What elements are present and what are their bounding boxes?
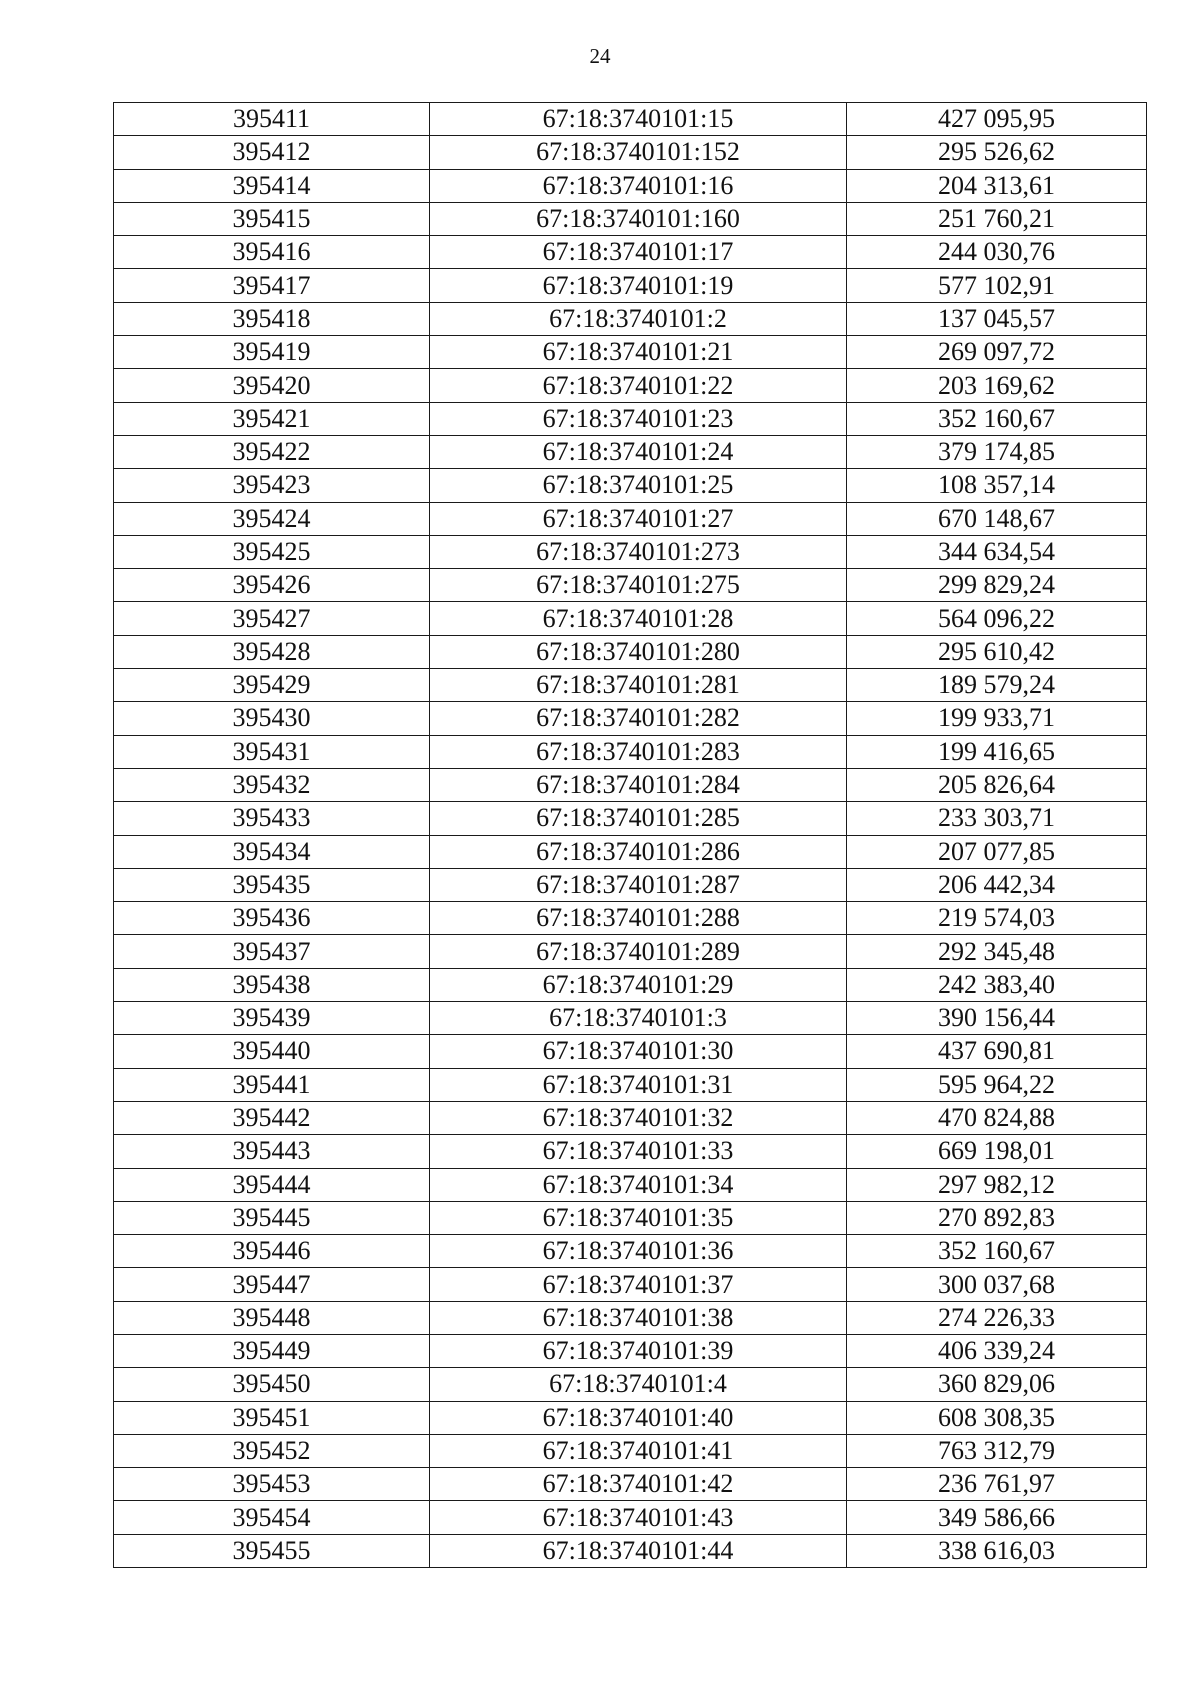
table-row [114, 1135, 1147, 1168]
table-row [114, 535, 1147, 568]
table-row [114, 1035, 1147, 1068]
cadastral-value-cell: 204 313,61 [847, 169, 1147, 202]
cadastral-number-cell: 67:18:3740101:286 [430, 835, 847, 868]
cadastral-number-cell: 67:18:3740101:30 [430, 1035, 847, 1068]
cadastral-number-cell: 67:18:3740101:275 [430, 569, 847, 602]
cadastral-value-cell: 344 634,54 [847, 535, 1147, 568]
cadastral-value-cell: 390 156,44 [847, 1002, 1147, 1035]
row-number-cell: 395442 [114, 1101, 430, 1134]
table-row [114, 336, 1147, 369]
table-row [114, 835, 1147, 868]
cadastral-value-cell: 199 933,71 [847, 702, 1147, 735]
table-row [114, 1301, 1147, 1334]
cadastral-value-cell: 236 761,97 [847, 1468, 1147, 1501]
cadastral-number-cell: 67:18:3740101:285 [430, 802, 847, 835]
cadastral-value-cell: 269 097,72 [847, 336, 1147, 369]
row-number-cell: 395414 [114, 169, 430, 202]
cadastral-value-cell: 338 616,03 [847, 1534, 1147, 1567]
cadastral-value-cell: 670 148,67 [847, 502, 1147, 535]
cadastral-number-cell: 67:18:3740101:29 [430, 968, 847, 1001]
cadastral-value-cell: 244 030,76 [847, 236, 1147, 269]
cadastral-value-cell: 242 383,40 [847, 968, 1147, 1001]
cadastral-value-cell: 352 160,67 [847, 402, 1147, 435]
table-row [114, 802, 1147, 835]
table-row [114, 1368, 1147, 1401]
table-row [114, 1235, 1147, 1268]
row-number-cell: 395453 [114, 1468, 430, 1501]
cadastral-number-cell: 67:18:3740101:23 [430, 402, 847, 435]
row-number-cell: 395449 [114, 1334, 430, 1367]
row-number-cell: 395416 [114, 236, 430, 269]
row-number-cell: 395452 [114, 1434, 430, 1467]
row-number-cell: 395433 [114, 802, 430, 835]
row-number-cell: 395426 [114, 569, 430, 602]
cadastral-number-cell: 67:18:3740101:3 [430, 1002, 847, 1035]
cadastral-value-cell: 763 312,79 [847, 1434, 1147, 1467]
row-number-cell: 395441 [114, 1068, 430, 1101]
cadastral-value-cell: 297 982,12 [847, 1168, 1147, 1201]
table-row [114, 635, 1147, 668]
cadastral-number-cell: 67:18:3740101:36 [430, 1235, 847, 1268]
row-number-cell: 395427 [114, 602, 430, 635]
row-number-cell: 395434 [114, 835, 430, 868]
row-number-cell: 395420 [114, 369, 430, 402]
table-row [114, 369, 1147, 402]
cadastral-value-cell: 300 037,68 [847, 1268, 1147, 1301]
table-row [114, 1334, 1147, 1367]
cadastral-number-cell: 67:18:3740101:39 [430, 1334, 847, 1367]
row-number-cell: 395432 [114, 768, 430, 801]
row-number-cell: 395435 [114, 868, 430, 901]
cadastral-value-cell: 251 760,21 [847, 202, 1147, 235]
cadastral-number-cell: 67:18:3740101:43 [430, 1501, 847, 1534]
cadastral-number-cell: 67:18:3740101:34 [430, 1168, 847, 1201]
table-body [114, 103, 1147, 1568]
cadastral-value-cell: 299 829,24 [847, 569, 1147, 602]
row-number-cell: 395455 [114, 1534, 430, 1567]
row-number-cell: 395437 [114, 935, 430, 968]
row-number-cell: 395412 [114, 136, 430, 169]
table-row [114, 236, 1147, 269]
row-number-cell: 395436 [114, 902, 430, 935]
cadastral-value-cell: 206 442,34 [847, 868, 1147, 901]
table-row [114, 1101, 1147, 1134]
cadastral-value-cell: 669 198,01 [847, 1135, 1147, 1168]
cadastral-value-cell: 295 526,62 [847, 136, 1147, 169]
page-number: 24 [589, 44, 611, 68]
cadastral-number-cell: 67:18:3740101:22 [430, 369, 847, 402]
cadastral-value-cell: 137 045,57 [847, 302, 1147, 335]
cadastral-number-cell: 67:18:3740101:32 [430, 1101, 847, 1134]
cadastral-number-cell: 67:18:3740101:40 [430, 1401, 847, 1434]
cadastral-value-cell: 207 077,85 [847, 835, 1147, 868]
row-number-cell: 395439 [114, 1002, 430, 1035]
cadastral-number-cell: 67:18:3740101:287 [430, 868, 847, 901]
row-number-cell: 395423 [114, 469, 430, 502]
table-row [114, 202, 1147, 235]
cadastral-number-cell: 67:18:3740101:41 [430, 1434, 847, 1467]
cadastral-number-cell: 67:18:3740101:15 [430, 103, 847, 136]
cadastral-value-cell: 427 095,95 [847, 103, 1147, 136]
table-row [114, 669, 1147, 702]
cadastral-value-cell: 379 174,85 [847, 435, 1147, 468]
cadastral-number-cell: 67:18:3740101:27 [430, 502, 847, 535]
row-number-cell: 395454 [114, 1501, 430, 1534]
row-number-cell: 395417 [114, 269, 430, 302]
cadastral-number-cell: 67:18:3740101:17 [430, 236, 847, 269]
row-number-cell: 395440 [114, 1035, 430, 1068]
table-row [114, 968, 1147, 1001]
cadastral-value-cell: 406 339,24 [847, 1334, 1147, 1367]
table-row [114, 1501, 1147, 1534]
table-row [114, 103, 1147, 136]
row-number-cell: 395447 [114, 1268, 430, 1301]
cadastral-value-cell: 199 416,65 [847, 735, 1147, 768]
cadastral-value-cell: 577 102,91 [847, 269, 1147, 302]
cadastral-number-cell: 67:18:3740101:35 [430, 1201, 847, 1234]
row-number-cell: 395422 [114, 435, 430, 468]
cadastral-number-cell: 67:18:3740101:281 [430, 669, 847, 702]
cadastral-number-cell: 67:18:3740101:284 [430, 768, 847, 801]
table-row [114, 1534, 1147, 1567]
row-number-cell: 395443 [114, 1135, 430, 1168]
table-row [114, 302, 1147, 335]
table-row [114, 602, 1147, 635]
cadastral-value-cell: 595 964,22 [847, 1068, 1147, 1101]
table-row [114, 169, 1147, 202]
row-number-cell: 395446 [114, 1235, 430, 1268]
table-row [114, 935, 1147, 968]
cadastral-number-cell: 67:18:3740101:21 [430, 336, 847, 369]
cadastral-value-cell: 564 096,22 [847, 602, 1147, 635]
table-row [114, 902, 1147, 935]
cadastral-value-cell: 233 303,71 [847, 802, 1147, 835]
cadastral-number-cell: 67:18:3740101:2 [430, 302, 847, 335]
table-row [114, 1168, 1147, 1201]
cadastral-value-cell: 292 345,48 [847, 935, 1147, 968]
row-number-cell: 395429 [114, 669, 430, 702]
cadastral-number-cell: 67:18:3740101:44 [430, 1534, 847, 1567]
table-row [114, 469, 1147, 502]
row-number-cell: 395419 [114, 336, 430, 369]
cadastral-value-cell: 189 579,24 [847, 669, 1147, 702]
cadastral-number-cell: 67:18:3740101:289 [430, 935, 847, 968]
row-number-cell: 395421 [114, 402, 430, 435]
cadastral-value-cell: 352 160,67 [847, 1235, 1147, 1268]
cadastral-value-cell: 360 829,06 [847, 1368, 1147, 1401]
table-row [114, 1068, 1147, 1101]
cadastral-number-cell: 67:18:3740101:33 [430, 1135, 847, 1168]
cadastral-value-cell: 108 357,14 [847, 469, 1147, 502]
cadastral-number-cell: 67:18:3740101:25 [430, 469, 847, 502]
cadastral-number-cell: 67:18:3740101:160 [430, 202, 847, 235]
row-number-cell: 395430 [114, 702, 430, 735]
table-row [114, 868, 1147, 901]
cadastral-value-cell: 608 308,35 [847, 1401, 1147, 1434]
row-number-cell: 395418 [114, 302, 430, 335]
table-row [114, 136, 1147, 169]
row-number-cell: 395428 [114, 635, 430, 668]
table-row [114, 269, 1147, 302]
cadastral-value-cell: 270 892,83 [847, 1201, 1147, 1234]
table-row [114, 1201, 1147, 1234]
cadastral-number-cell: 67:18:3740101:31 [430, 1068, 847, 1101]
table-row [114, 569, 1147, 602]
cadastral-value-cell: 349 586,66 [847, 1501, 1147, 1534]
row-number-cell: 395448 [114, 1301, 430, 1334]
row-number-cell: 395450 [114, 1368, 430, 1401]
cadastral-number-cell: 67:18:3740101:37 [430, 1268, 847, 1301]
cadastral-value-cell: 203 169,62 [847, 369, 1147, 402]
cadastral-number-cell: 67:18:3740101:16 [430, 169, 847, 202]
cadastral-value-cell: 295 610,42 [847, 635, 1147, 668]
cadastral-number-cell: 67:18:3740101:283 [430, 735, 847, 768]
table-row [114, 1434, 1147, 1467]
cadastral-value-cell: 205 826,64 [847, 768, 1147, 801]
row-number-cell: 395438 [114, 968, 430, 1001]
row-number-cell: 395415 [114, 202, 430, 235]
cadastral-value-cell: 437 690,81 [847, 1035, 1147, 1068]
table-row [114, 1002, 1147, 1035]
land-parcel-table [113, 102, 1147, 1568]
row-number-cell: 395451 [114, 1401, 430, 1434]
cadastral-number-cell: 67:18:3740101:280 [430, 635, 847, 668]
row-number-cell: 395445 [114, 1201, 430, 1234]
cadastral-value-cell: 274 226,33 [847, 1301, 1147, 1334]
cadastral-number-cell: 67:18:3740101:4 [430, 1368, 847, 1401]
row-number-cell: 395424 [114, 502, 430, 535]
table-row [114, 768, 1147, 801]
cadastral-number-cell: 67:18:3740101:28 [430, 602, 847, 635]
cadastral-value-cell: 219 574,03 [847, 902, 1147, 935]
cadastral-number-cell: 67:18:3740101:273 [430, 535, 847, 568]
cadastral-number-cell: 67:18:3740101:24 [430, 435, 847, 468]
cadastral-number-cell: 67:18:3740101:152 [430, 136, 847, 169]
table-row [114, 735, 1147, 768]
row-number-cell: 395411 [114, 103, 430, 136]
row-number-cell: 395431 [114, 735, 430, 768]
table-row [114, 402, 1147, 435]
table-row [114, 1268, 1147, 1301]
table-row [114, 1401, 1147, 1434]
cadastral-number-cell: 67:18:3740101:38 [430, 1301, 847, 1334]
row-number-cell: 395444 [114, 1168, 430, 1201]
cadastral-number-cell: 67:18:3740101:42 [430, 1468, 847, 1501]
table-row [114, 702, 1147, 735]
row-number-cell: 395425 [114, 535, 430, 568]
cadastral-number-cell: 67:18:3740101:282 [430, 702, 847, 735]
table-row [114, 502, 1147, 535]
cadastral-number-cell: 67:18:3740101:288 [430, 902, 847, 935]
cadastral-value-cell: 470 824,88 [847, 1101, 1147, 1134]
cadastral-number-cell: 67:18:3740101:19 [430, 269, 847, 302]
table-row [114, 435, 1147, 468]
table-row [114, 1468, 1147, 1501]
